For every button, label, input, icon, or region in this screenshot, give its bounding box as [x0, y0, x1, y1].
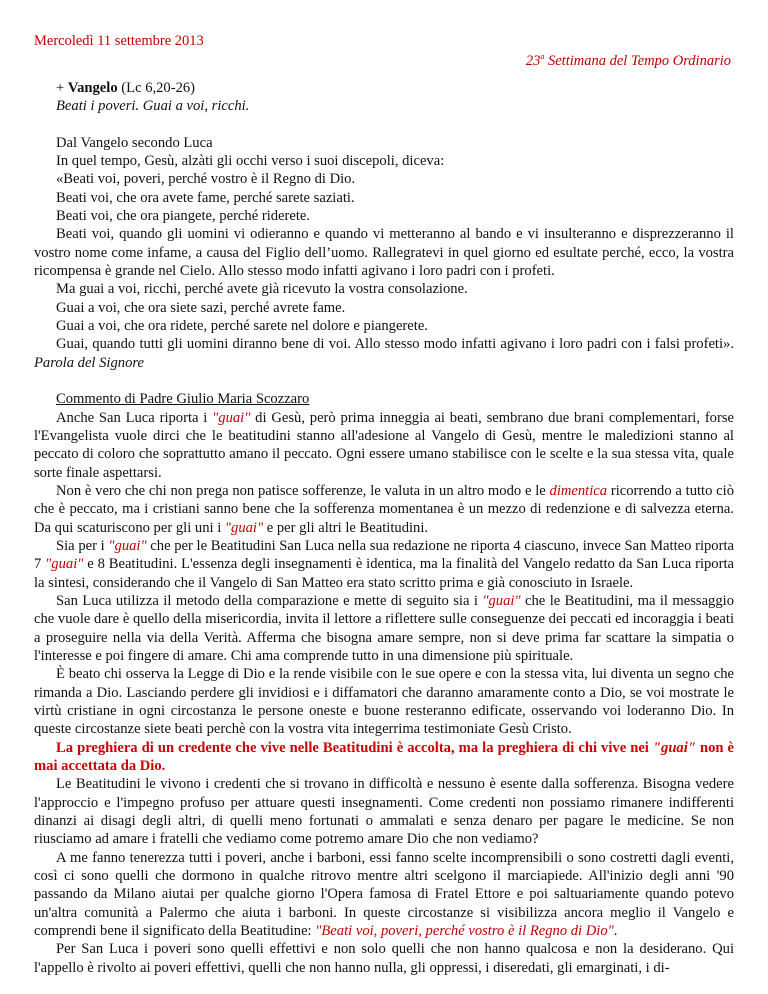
gospel-line: In quel tempo, Gesù, alzàti gli occhi verso i suoi discepoli, diceva: — [56, 153, 445, 170]
commentary-paragraph: San Luca utilizza il metodo della comparazione e mette di seguito sia i "guai" che le Beatitudini, ma il messaggio che vuole dare è quello della misericordia, invita il lettore a riflettere sulle conseguenze dei peccati ed incoraggia i beati a proseguire nella via della Verità. Afferma che bisogna amare sempre, non si deve prima far scattare la simpatia o l'interesse e poi fingere di amare. Chi ama comprende tutto in una dimensione più spirituale. — [34, 592, 734, 664]
gospel-closing: Parola del Signore — [34, 354, 144, 371]
week-label: Settimana del Tempo Ordinario — [544, 52, 731, 69]
document-body — [34, 79, 734, 977]
gospel-line: Guai a voi, che ora ridete, perché sarete nel dolore e piangerete. — [56, 318, 428, 335]
commentary-paragraph: Sia per i "guai" che per le Beatitudini San Luca nella sua redazione ne riporta 4 ciascuno, invece San Matteo riporta 7 "guai" e 8 Beatitudini. L'essenza degli insegnamenti è identica, ma la finalità del Vangelo redatto da San Luca riporta la sintesi, considerando che il Vangelo di San Matteo era stato scritto prima e già conosciuto in Israele. — [34, 537, 734, 591]
gospel-last-line: Guai, quando tutti gli uomini diranno bene di voi. Allo stesso modo infatti agivano i loro padri con i falsi profeti». Parola del Signore — [34, 336, 734, 371]
gospel-line: Beati voi, che ora avete fame, perché sarete saziati. — [56, 189, 355, 206]
commentary-paragraph: È beato chi osserva la Legge di Dio e la rende visibile con le sue opere e con la stessa vita, lui diventa un segno che rimanda a Dio. Lasciando perdere gli invidiosi e i diffamatori che daranno amaramente conto a Dio, se voi mostrate le virtù cristiane in ogni circostanza le persone oneste e buone resteranno edificate, osservando voi loderanno Dio. In queste circostanze siete beati perchè con la vostra vita integerrima testimoniate Gesù Cristo. — [34, 666, 734, 738]
commentary-paragraph: Anche San Luca riporta i "guai" di Gesù, però prima inneggia ai beati, sembrano due brani complementari, forse l'Evangelista vuole dirci che le beatitudini stanno all'adesione al Vangelo di Gesù, mentre le maledizioni stanno al peccato di coloro che soprattutto amano il peccato. Ogni essere umano stabilisce con le scelte e la sua stessa vita, quale sorte finale aspettarsi. — [34, 409, 734, 481]
gospel-line: Guai a voi, che ora siete sazi, perché avrete fame. — [56, 299, 346, 316]
commentary-paragraph: Non è vero che chi non prega non patisce sofferenze, le valuta in un altro modo e le dimentica ricorrendo a tutto ciò che è peccato, ma i cristiani sanno bene che la sofferenza momentanea è un mezzo di redenzione e di salvezza eterna. Da qui scaturiscono per gli uni i "guai" e per gli altri le Beatitudini. — [34, 482, 735, 536]
week-number: 23 — [525, 52, 541, 69]
week-superscript: a — [540, 52, 545, 61]
commentary-paragraph: A me fanno tenerezza tutti i poveri, anche i barboni, essi fanno scelte incomprensibili o sono costretti dagli eventi, così ci sono quelli che dormono in qualche ritrovo mentre altri scelgono il marciapiede. All'inizio degli anni '90 passando da Milano aiutai per qualche giorno l'Opera famosa di Fratel Ettore e poi saltuariamente quando potevo un'altra comunità a Palermo che aiuta i barboni. In queste circostanze si visibilizza ancora meglio il Vangelo e comprendi bene il significato della Beatitudine: "Beati voi, poveri, perché vostro è il Regno di Dio". — [34, 849, 734, 940]
gospel-line: Beati voi, che ora piangete, perché riderete. — [56, 208, 311, 225]
gospel-line: Beati voi, quando gli uomini vi odieranno e quando vi metteranno al bando e vi insulteranno e disprezzeranno il vostro nome come infame, a causa del Figlio dell’uomo. Rallegratevi in quel giorno ed esultate perché, ecco, la vostra ricompensa è grande nel Cielo. Allo stesso modo infatti agivano i loro padri con i profeti. — [34, 226, 734, 280]
gospel-line: Ma guai a voi, ricchi, perché avete già ricevuto la vostra consolazione. — [56, 281, 468, 298]
gospel-subtitle: Beati i poveri. Guai a voi, ricchi. — [56, 98, 250, 115]
gospel-intro: Dal Vangelo secondo Luca — [56, 134, 213, 151]
gospel-heading — [34, 79, 734, 97]
gospel-line: «Beati voi, poveri, perché vostro è il Regno di Dio. — [56, 171, 356, 188]
gospel-reference: (Lc 6,20-26) — [117, 80, 196, 96]
gospel-title: Vangelo — [67, 80, 118, 96]
gospel-plus: + — [56, 80, 68, 96]
commentary-title: Commento di Padre Giulio Maria Scozzaro — [56, 391, 310, 408]
header-liturgical-week — [526, 52, 731, 70]
header-date: Mercoledì 11 settembre 2013 — [34, 33, 204, 49]
commentary-paragraph: Per San Luca i poveri sono quelli effettivi e non solo quelli che non hanno qualcosa e non la desiderano. Qui l'appello è rivolto ai poveri effettivi, quelli che non hanno nulla, gli oppressi, i diseredati, gli emarginati, i di- — [34, 941, 734, 976]
commentary-paragraph: Le Beatitudini le vivono i credenti che si trovano in difficoltà e nessuno è esente dalla sofferenza. Bisogna vedere l'approccio e l'impegno profuso per attuare questi insegnamenti. Come credenti non possiamo rimanere indifferenti dinanzi ai disagi degli altri, di quelli meno fortunati o ammalati e senza denaro per pagare le medicine. Se non riusciamo ad amare i fratelli che vediamo come potremo amare Dio che non vediamo? — [34, 776, 734, 848]
commentary-highlight: La preghiera di un credente che vive nelle Beatitudini è accolta, ma la preghiera di chi vive nei "guai" non è mai accettata da Dio. — [34, 739, 735, 775]
